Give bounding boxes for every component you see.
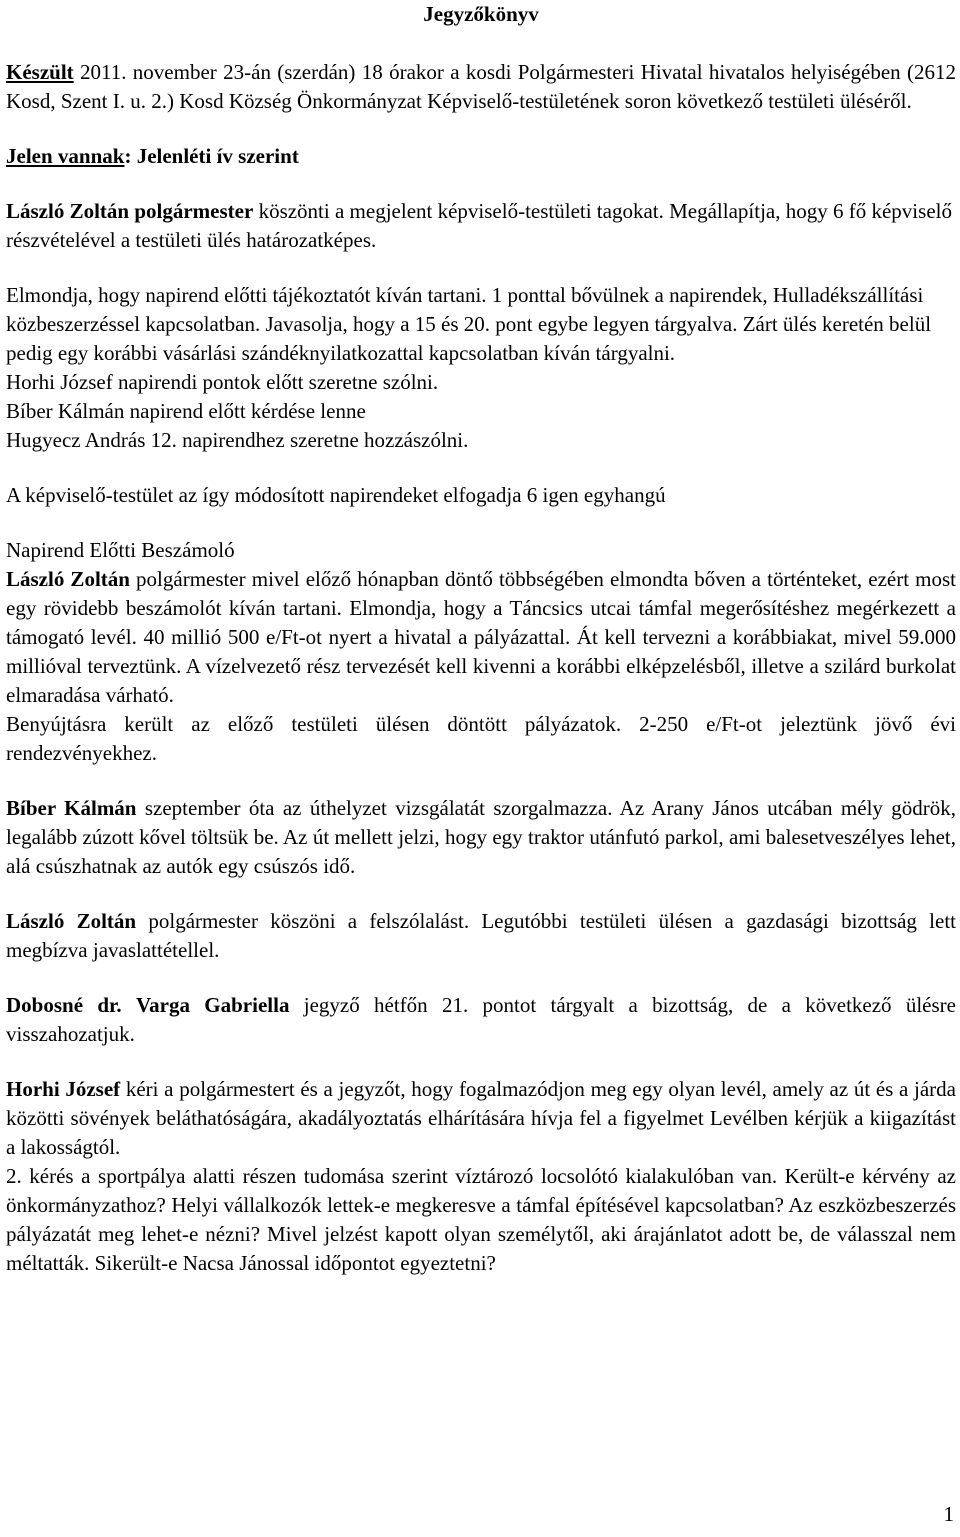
intro-paragraph [6,58,956,116]
horhi-name: Horhi József [6,1077,121,1101]
agenda-line-2: Horhi József napirendi pontok előtt szeretne szólni. [6,370,439,394]
laszlo-reply-text: polgármester köszöni a felszólalást. Legutóbbi testületi ülésen a gazdasági bizottság lett megbízva javaslattétellel. [6,909,957,962]
agenda-line-4: Hugyecz András 12. napirendhez szeretne hozzászólni. [6,428,469,452]
document-page [6,0,956,1278]
report-text: polgármester mivel előző hónapban döntő többségében elmondta bőven a történteket, ezért most egy rövidebb beszámolót kíván tartani. Elmondja, hogy a Táncsics utcai támfal megerősítéshez megérkezett a támogató levél. 40 millió 500 e/Ft-ot nyert a hivatal a pályázattal. Át kell tervezni a korábbiakat, mivel 59.000 millióval terveztünk. A vízelvezető rész tervezését kell kivenni a korábbi elképzelésből, illetve a szilárd burkolat elmaradása várható. [6,567,956,707]
report-paragraph [6,565,956,710]
resolution-paragraph: A képviselő-testület az így módosított napirendeket elfogadja 6 igen egyhangú [6,483,666,507]
dobosne-name-b: Varga Gabriella [135,993,290,1017]
horhi-paragraph [6,1075,956,1162]
biber-text: szeptember óta az úthelyzet vizsgálatát szorgalmazza. Az Arany János utcában mély gödrök, legalább zúzott kővel töltsük be. Az út mellett jelzi, hogy egy traktor utánfutó parkol, ami balesetveszélyes lehet, alá csúszhatnak az autók egy csúszós idő. [6,796,957,878]
greeting-paragraph [6,197,956,255]
greeting-name: László Zoltán polgármester [6,199,254,223]
agenda-line-1: Elmondja, hogy napirend előtti tájékoztatót kíván tartani. 1 ponttal bővülnek a napirendek, Hulladékszállítási közbeszerzéssel kapcsolatban. Javasolja, hogy a 15 és 20. pont egybe legyen tárgyalva. Zárt ülés keretén belül pedig egy korábbi vásárlási szándéknyilatkozattal kapcsolatban kíván tárgyalni. [6,283,932,365]
page-number: 1 [943,1502,954,1526]
agenda-line-3: Bíber Kálmán napirend előtt kérdése lenne [6,399,366,423]
present-paragraph [6,142,956,171]
intro-lead: Készült [6,60,74,84]
intro-text: 2011. november 23-án (szerdán) 18 órakor a kosdi Polgármesteri Hivatal hivatalos helyiségében (2612 Kosd, Szent I. u. 2.) Kosd Község Önkormányzat Képviselő-testületének soron következő testületi üléséről. [6,60,956,113]
horhi-text: kéri a polgármestert és a jegyzőt, hogy fogalmazódjon meg egy olyan levél, amely az út és a járda közötti sövények beláthatóságára, akadályoztatás elhárítására hívja fel a figyelmet Levélben kérjük a kiigazítást a lakosságtól. [6,1077,956,1159]
present-text: : Jelenléti ív szerint [124,144,299,168]
dobosne-paragraph [6,991,956,1049]
document-title: Jegyzőkönyv [423,2,539,26]
present-label: Jelen vannak [6,144,125,168]
laszlo-reply-name: László Zoltán [6,909,137,933]
report-followup: Benyújtásra került az előző testületi ülésen döntött pályázatok. 2-250 e/Ft-ot jeleztünk jövő évi rendezvényekhez. [6,712,956,765]
biber-name: Bíber Kálmán [6,796,137,820]
report-name: László Zoltán [6,567,130,591]
section-title: Napirend Előtti Beszámoló [6,538,235,562]
biber-paragraph [6,794,956,881]
dobosne-name-a: Dobosné dr. [6,993,122,1017]
dobosne-text: jegyző hétfőn 21. pontot tárgyalt a bizottság, de a következő ülésre visszahozatjuk. [6,993,956,1046]
horhi-second-request: 2. kérés a sportpálya alatti részen tudomása szerint víztározó locsolótó kialakulóban van. Került-e kérvény az önkormányzathoz? Helyi vállalkozók lettek-e megkeresve a támfal építésével kapcsolatban? Az eszközbeszerzés pályázatát meg lehet-e nézni? Mivel jelzést kapott olyan személytől, aki árajánlatot adott be, de válasszal nem méltatták. Sikerült-e Nacsa Jánossal időpontot egyeztetni? [6,1164,956,1275]
laszlo-reply-paragraph [6,907,956,965]
greeting-text: köszönti a megjelent képviselő-testületi tagokat. Megállapítja, hogy 6 fő képviselő részvételével a testületi ülés határozatképes. [6,199,952,252]
